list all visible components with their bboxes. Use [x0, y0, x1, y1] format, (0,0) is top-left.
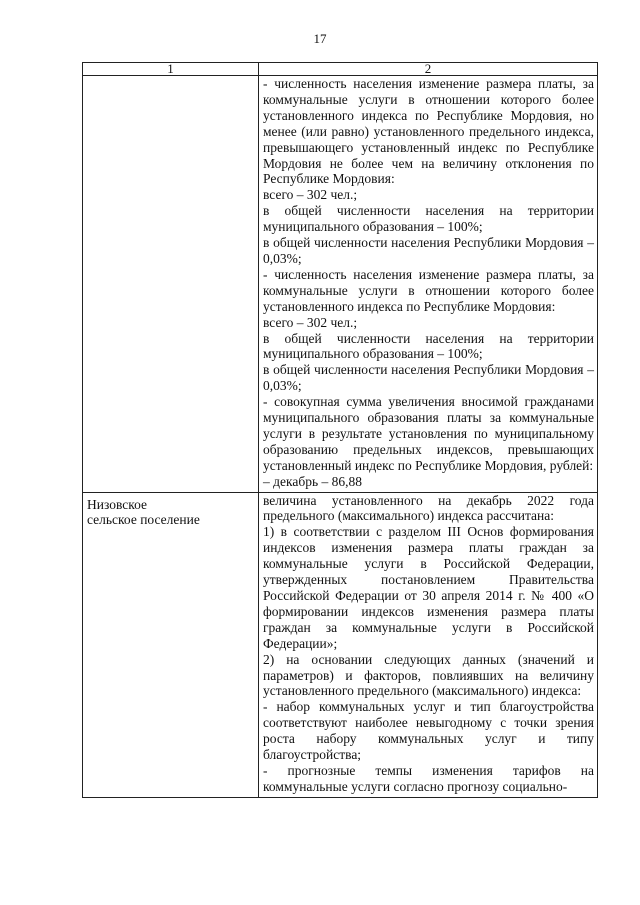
row-description-cell — [259, 76, 598, 493]
paragraph: - прогнозные темпы изменения тарифов на коммунальные услуги согласно прогнозу социально- — [263, 762, 594, 794]
paragraph: в общей численности населения Республики Мордовия – 0,03%; — [263, 235, 594, 266]
paragraph: - численность населения изменение размера платы, за коммунальные услуги в отношении которого более установленного индекса по Республике Мордовия: — [263, 266, 594, 314]
table-row — [83, 76, 598, 493]
table-header-row — [83, 63, 598, 76]
paragraph: в общей численности населения на территории муниципального образования – 100%; — [263, 203, 594, 235]
paragraph: величина установленного на декабрь 2022 года предельного (максимального) индекса рассчитана: — [263, 492, 594, 524]
page-number: 17 — [313, 31, 327, 46]
column-header-2: 2 — [259, 63, 598, 76]
paragraph: – декабрь – 86,88 — [263, 473, 362, 489]
paragraph: - совокупная сумма увеличения вносимой гражданами муниципального образования платы за коммунальные услуги в результате установления по муниципальному образованию предельных индексов, превышающих установленный индекс по Республике Мордовия, рублей: — [263, 394, 594, 473]
paragraph: - численность населения изменение размера платы, за коммунальные услуги в отношении которого более установленного индекса по Республике Мордовия, но менее (или равно) установленного предельного индекса, превышающего установленный индекс по Республике Мордовия не более чем на величину отклонения по Республике Мордовия: — [263, 76, 594, 187]
document-table — [82, 62, 598, 798]
paragraph: 1) в соответствии с разделом III Основ формирования индексов изменения размера платы граждан за коммунальные услуги в Российской Федерации, утвержденных постановлением Правительства Российской Федерации от 30 апреля 2014 г. № 400 «О формировании индексов изменения размера платы граждан за коммунальные услуги в Российской Федерации»; — [263, 524, 594, 651]
paragraph: 2) на основании следующих данных (значений и параметров) и факторов, повлиявших на величину установленного предельного (максимального) индекса: — [263, 651, 594, 699]
municipality-name: Низовское — [87, 496, 148, 512]
paragraph: - набор коммунальных услуг и тип благоустройства соответствуют наиболее невыгодному с точки зрения роста набору коммунальных услуг и типу благоустройства; — [263, 699, 594, 763]
paragraph: всего – 302 чел.; — [263, 314, 358, 330]
paragraph: в общей численности населения на территории муниципального образования – 100%; — [263, 330, 594, 362]
paragraph: всего – 302 чел.; — [263, 187, 358, 203]
paragraph: в общей численности населения Республики Мордовия – 0,03%; — [263, 362, 594, 394]
row-description-cell — [259, 492, 598, 797]
row-municipality-cell — [83, 76, 259, 493]
row-municipality-cell — [83, 492, 259, 797]
municipality-type: сельское поселение — [87, 512, 200, 528]
table-row — [83, 492, 598, 797]
column-header-1: 1 — [83, 63, 259, 76]
